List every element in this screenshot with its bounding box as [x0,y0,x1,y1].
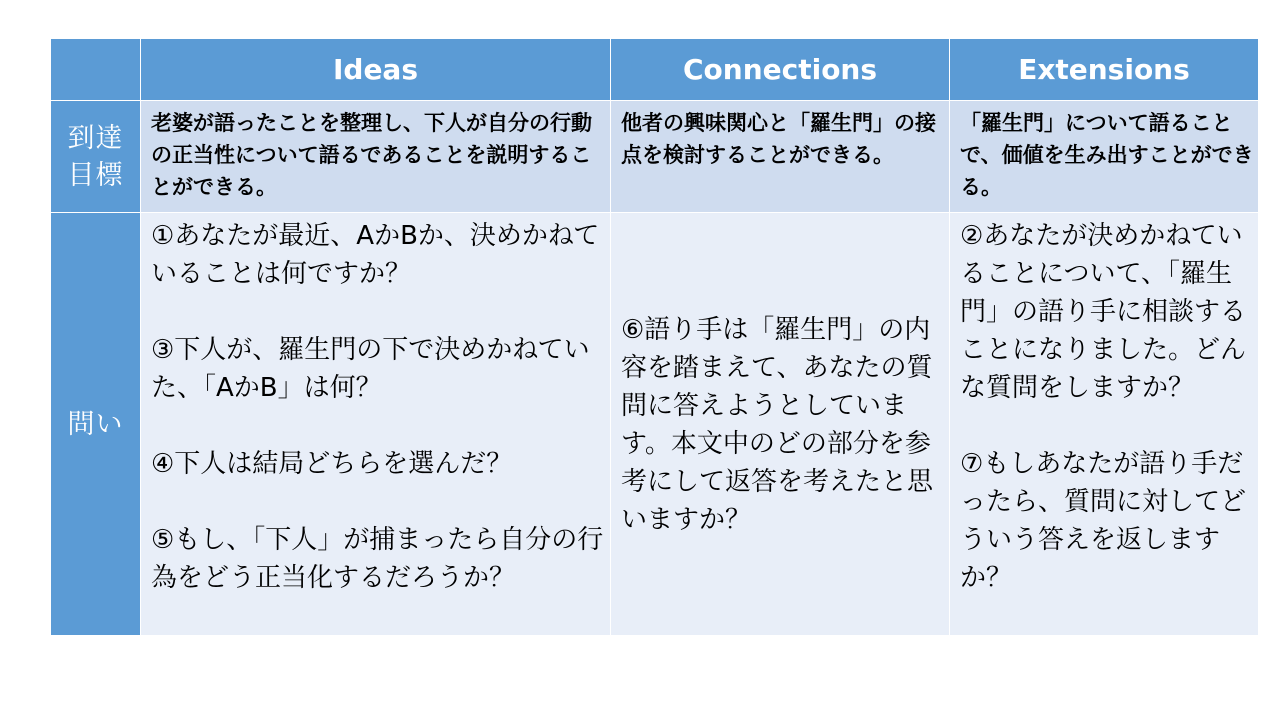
question-7: ⑦もしあなたが語り手だったら、質問に対してどういう答えを返しますか？ [960,449,1247,593]
questions-extensions [950,213,1259,636]
goal-extensions: 「羅生門」について語ることで、価値を生み出すことができる。 [950,101,1259,213]
questions-ideas [141,213,611,636]
goal-connections: 他者の興味関心と「羅生門」の接点を検討することができる。 [611,101,950,213]
question-4: ④下人は結局どちらを選んだ？ [151,449,513,479]
questions-connections [611,213,950,636]
ice-table [50,38,1259,636]
goal-label-line2: 目標 [67,159,124,191]
row-label-question: 問い [51,213,141,636]
header-extensions: Extensions [950,39,1259,101]
header-connections: Connections [611,39,950,101]
question-row [51,213,1259,636]
question-2: ②あなたが決めかねていることについて、「羅生門」の語り手に相談することになりました。どんな質問をしますか？ [960,221,1247,403]
header-ideas: Ideas [141,39,611,101]
goal-ideas: 老婆が語ったことを整理し、下人が自分の行動の正当性について語るであることを説明することができる。 [141,101,611,213]
goal-row [51,101,1259,213]
question-3: ③下人が、羅生門の下で決めかねていた、「AかB」は何？ [151,335,590,403]
question-5: ⑤もし、「下人」が捕まったら自分の行為をどう正当化するだろうか？ [151,525,604,593]
question-6: ⑥語り手は「羅生門」の内容を踏まえて、あなたの質問に答えようとしています。本文中のどの部分を参考にして返答を考えたと思いますか？ [621,315,934,535]
goal-label-line1: 到達 [67,122,124,154]
row-label-goal [51,101,141,213]
header-corner [51,39,141,101]
question-1: ①あなたが最近、AかBか、決めかねていることは何ですか？ [151,221,600,289]
header-row [51,39,1259,101]
